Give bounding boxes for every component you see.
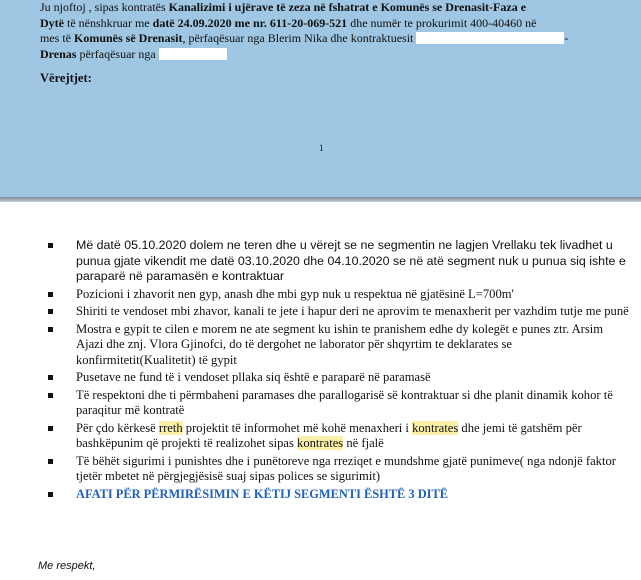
remark-item: Shiriti te vendoset mbi zhavor, kanali te jete i hapur deri ne aprovim te menaxherit per vazhdim tutje me punë: [46, 304, 631, 320]
bullet-icon: [48, 309, 53, 314]
redacted-contractor-name: [416, 32, 564, 44]
bullet-icon: [48, 292, 53, 297]
highlighted-word: rreth: [158, 420, 183, 435]
bullet-icon: [48, 492, 53, 497]
intro-line-2: Dytë të nënshkruar me datë 24.09.2020 me nr. 611-20-069-521 dhe numër te prokurimit 400-40460 në: [40, 15, 537, 30]
bullet-icon: [48, 327, 53, 332]
bullet-icon: [48, 375, 53, 380]
bullet-icon: [48, 426, 53, 431]
intro-paragraph: [40, 0, 615, 62]
intro-line-4: Drenas përfaqësuar nga: [40, 47, 615, 63]
remark-item: Mostra e gypit te cilen e morem ne ate segment ku ishin te pranishem edhe dy kolegët e punes ztr. Arsim Ajazi dhe znj. Vlora Gjinofci, do të dergohet ne laborator për shqyrtim te deklarates se konfirmitetit(Kualitetit) të gypit: [46, 322, 631, 369]
intro-line-1: Ju njoftoj , sipas kontratës Kanalizimi i ujërave të zeza në fshatrat e Komunës se Drenasit-Faza e: [40, 0, 527, 14]
previous-page-section: [0, 0, 641, 197]
remark-item: Të respektoni dhe ti përmbaheni paramases dhe parallogarisë së kontraktuar si dhe planit dinamik kohor të paraqitur më kontratë: [46, 388, 631, 419]
page-number: 1: [319, 143, 324, 153]
current-page-section: [0, 202, 641, 580]
remark-item: Të bëhët sigurimi i punishtes dhe i punëtoreve nga rreziqet e mundshme gjatë punimeve( nga ndonjë faktor tjetër mbetet në përgjegjësisë suaj sipas polices se sigurimit): [46, 454, 631, 485]
highlighted-word: kontrates: [297, 436, 344, 450]
bullet-icon: [48, 393, 53, 398]
bullet-icon: [48, 459, 53, 464]
remarks-heading: Vërejtjet:: [40, 71, 92, 85]
intro-line-3: mes të Komunës së Drenasit, përfaqësuar nga Blerim Nika dhe kontraktuesit -: [40, 31, 569, 45]
deadline-notice: AFATI PËR PËRMIRËSIMIN E KËTIJ SEGMENTI ËSHTË 3 DITË: [46, 487, 631, 503]
highlighted-word: kontrates: [412, 420, 459, 435]
remark-item: Më datë 05.10.2020 dolem ne teren dhe u vërejt se ne segmentin ne lagjen Vrellaku tek livadhet u punua gjate vikendit me datë 03.10.2020 dhe 04.10.2020 se në atë segment nuk u punua siq ishte e paraparë në paramasën e kontraktuar: [46, 238, 631, 285]
remarks-list: [46, 238, 631, 504]
redacted-representative-name: [159, 48, 227, 60]
closing-salutation: Me respekt,: [38, 560, 96, 572]
remark-item: Pozicioni i zhavorit nen gyp, anash dhe mbi gyp nuk u respektua në gjatësinë L=700m': [46, 287, 631, 303]
remark-item: Për çdo kërkesë rreth projektit të informohet më kohë menaxheri i kontrates dhe jemi të gatshëm për bashkëpunim që projekti të realizohet sipas kontrates në fjalë: [46, 421, 631, 452]
remark-item: Pusetave ne fund të i vendoset pllaka siq është e paraparë në paramasë: [46, 370, 631, 386]
bullet-icon: [48, 243, 53, 248]
